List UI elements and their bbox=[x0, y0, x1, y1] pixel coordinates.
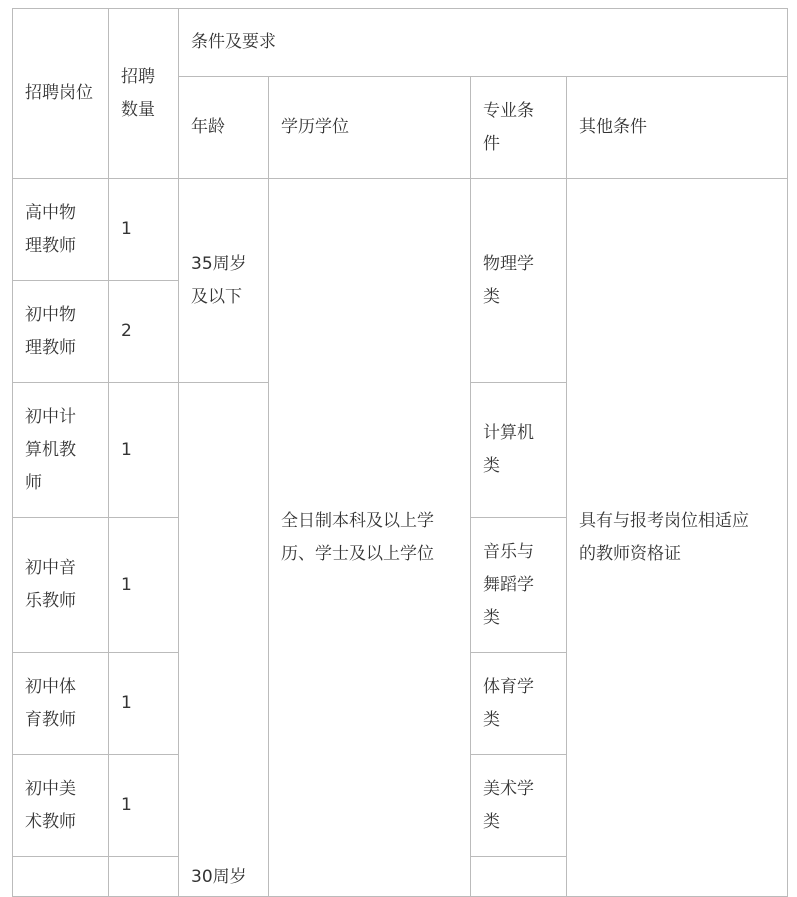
recruitment-table bbox=[12, 8, 788, 897]
age-label: 35周岁及以下 bbox=[191, 253, 247, 307]
education-cell bbox=[269, 179, 471, 897]
table-row bbox=[13, 179, 788, 281]
header-position bbox=[13, 9, 109, 179]
header-major-label: 专业条件 bbox=[483, 100, 534, 154]
major-cell bbox=[471, 383, 567, 518]
position-label: 初中物理教师 bbox=[25, 304, 76, 358]
count-value: 1 bbox=[121, 574, 132, 595]
count-cell bbox=[109, 857, 179, 897]
count-value: 2 bbox=[121, 321, 132, 341]
major-cell bbox=[471, 755, 567, 857]
header-conditions-label: 条件及要求 bbox=[191, 32, 276, 52]
header-education-label: 学历学位 bbox=[281, 117, 349, 137]
header-position-label: 招聘岗位 bbox=[25, 83, 93, 103]
major-cell bbox=[471, 653, 567, 755]
major-cell bbox=[471, 179, 567, 383]
count-value: 1 bbox=[121, 219, 132, 239]
age-label: 30周岁 bbox=[191, 867, 247, 887]
count-cell bbox=[109, 518, 179, 653]
position-label: 初中音乐教师 bbox=[25, 558, 76, 611]
age-cell bbox=[179, 179, 269, 383]
position-label: 初中计算机教师 bbox=[25, 406, 76, 493]
position-cell bbox=[13, 653, 109, 755]
count-cell bbox=[109, 179, 179, 281]
position-label: 初中美术教师 bbox=[25, 778, 76, 832]
major-label: 计算机类 bbox=[483, 423, 534, 476]
count-cell bbox=[109, 653, 179, 755]
position-cell bbox=[13, 755, 109, 857]
count-value: 1 bbox=[121, 439, 132, 460]
position-label: 高中物理教师 bbox=[25, 202, 76, 256]
header-count-label: 招聘数量 bbox=[121, 66, 155, 120]
education-label: 全日制本科及以上学历、学士及以上学位 bbox=[281, 510, 434, 564]
count-value: 1 bbox=[121, 795, 132, 815]
position-cell bbox=[13, 518, 109, 653]
header-major bbox=[471, 77, 567, 179]
position-cell bbox=[13, 857, 109, 897]
age-cell bbox=[179, 383, 269, 897]
position-cell bbox=[13, 281, 109, 383]
header-other bbox=[567, 77, 788, 179]
count-value: 1 bbox=[121, 693, 132, 713]
major-cell bbox=[471, 518, 567, 653]
major-label: 音乐与舞蹈学类 bbox=[483, 541, 534, 628]
major-cell bbox=[471, 857, 567, 897]
header-count bbox=[109, 9, 179, 179]
header-education bbox=[269, 77, 471, 179]
count-cell bbox=[109, 755, 179, 857]
other-label: 具有与报考岗位相适应的教师资格证 bbox=[579, 510, 749, 564]
major-label: 美术学类 bbox=[483, 778, 534, 832]
count-cell bbox=[109, 383, 179, 518]
header-other-label: 其他条件 bbox=[579, 117, 647, 137]
header-age-label: 年龄 bbox=[191, 117, 225, 137]
count-cell bbox=[109, 281, 179, 383]
major-label: 体育学类 bbox=[483, 676, 534, 730]
other-cell bbox=[567, 179, 788, 897]
position-label: 初中体育教师 bbox=[25, 676, 76, 730]
header-age bbox=[179, 77, 269, 179]
header-conditions bbox=[179, 9, 788, 77]
position-cell bbox=[13, 179, 109, 281]
major-label: 物理学类 bbox=[483, 253, 534, 307]
position-cell bbox=[13, 383, 109, 518]
